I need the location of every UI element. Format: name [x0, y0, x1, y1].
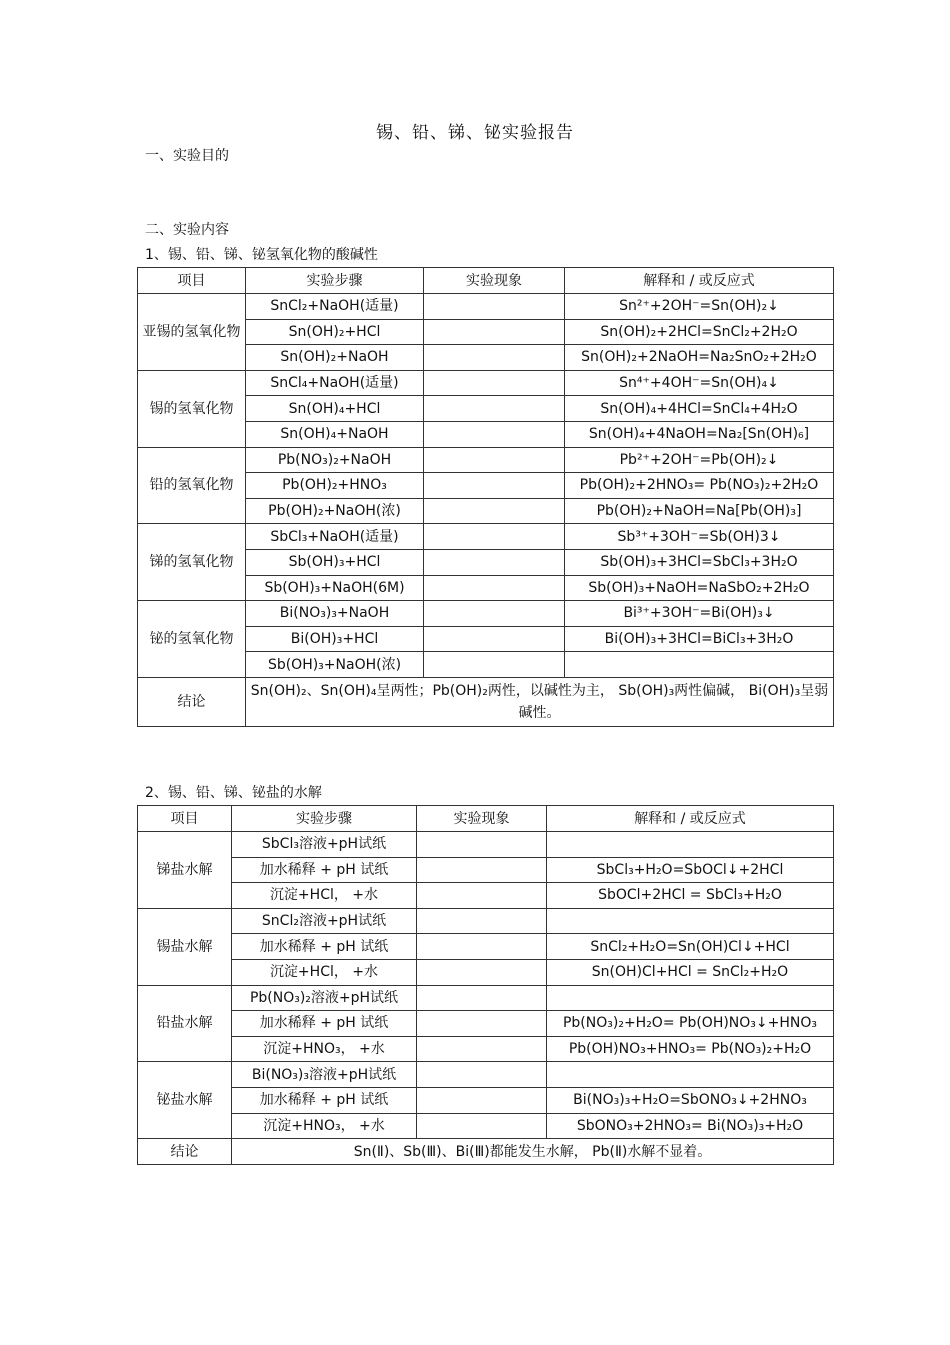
- step-cell: Bi(NO₃)₃溶液+pH试纸: [232, 1062, 417, 1088]
- table-row: [138, 1113, 834, 1139]
- step-cell: Bi(OH)₃+HCl: [246, 626, 424, 652]
- page-title: 锡、铅、锑、铋实验报告: [376, 123, 574, 143]
- header-observation: 实验现象: [417, 806, 547, 832]
- item-cell: 锑的氢氧化物: [138, 524, 246, 601]
- observation-cell: [417, 934, 547, 960]
- observation-cell: [417, 985, 547, 1011]
- equation-cell: Pb(OH)₂+2HNO₃= Pb(NO₃)₂+2H₂O: [565, 473, 834, 499]
- equation-cell: Sn(OH)Cl+HCl = SnCl₂+H₂O: [547, 959, 834, 985]
- observation-cell: [417, 1113, 547, 1139]
- item-cell: 亚锡的氢氧化物: [138, 294, 246, 371]
- item-cell: 铋盐水解: [138, 1062, 232, 1139]
- item-cell: 锡盐水解: [138, 908, 232, 985]
- equation-cell: Sn(OH)₂+2HCl=SnCl₂+2H₂O: [565, 319, 834, 345]
- table-header-row: [138, 268, 834, 294]
- conclusion-label: 结论: [138, 677, 246, 726]
- conclusion-text: Sn(Ⅱ)、Sb(Ⅲ)、Bi(Ⅲ)都能发生水解， Pb(Ⅱ)水解不显着。: [232, 1139, 834, 1165]
- observation-cell: [424, 498, 565, 524]
- observation-cell: [417, 1087, 547, 1113]
- header-item: 项目: [138, 268, 246, 294]
- observation-cell: [417, 1062, 547, 1088]
- step-cell: Sn(OH)₂+NaOH: [246, 345, 424, 371]
- step-cell: Sb(OH)₃+NaOH(浓): [246, 652, 424, 678]
- conclusion-text: Sn(OH)₂、Sn(OH)₄呈两性；Pb(OH)₂两性，以碱性为主， Sb(OH)₃两性偏碱， Bi(OH)₃呈弱碱性。: [246, 677, 834, 726]
- equation-cell: [547, 832, 834, 858]
- equation-cell: Sn²⁺+2OH⁻=Sn(OH)₂↓: [565, 294, 834, 320]
- equation-cell: Pb(OH)NO₃+HNO₃= Pb(NO₃)₂+H₂O: [547, 1036, 834, 1062]
- observation-cell: [417, 832, 547, 858]
- step-cell: SbCl₃溶液+pH试纸: [232, 832, 417, 858]
- step-cell: SnCl₂溶液+pH试纸: [232, 908, 417, 934]
- equation-cell: Bi³⁺+3OH⁻=Bi(OH)₃↓: [565, 601, 834, 627]
- equation-cell: SnCl₂+H₂O=Sn(OH)Cl↓+HCl: [547, 934, 834, 960]
- table-row: [138, 601, 834, 627]
- step-cell: Pb(OH)₂+HNO₃: [246, 473, 424, 499]
- equation-cell: Sb³⁺+3OH⁻=Sb(OH)3↓: [565, 524, 834, 550]
- step-cell: SnCl₂+NaOH(适量): [246, 294, 424, 320]
- observation-cell: [417, 883, 547, 909]
- section-purpose-heading: 一、实验目的: [145, 148, 229, 164]
- equation-cell: SbOCl+2HCl = SbCl₃+H₂O: [547, 883, 834, 909]
- observation-cell: [424, 473, 565, 499]
- conclusion-row: [138, 677, 834, 726]
- step-cell: Sn(OH)₄+NaOH: [246, 421, 424, 447]
- hydrolysis-table: [137, 805, 834, 1165]
- header-observation: 实验现象: [424, 268, 565, 294]
- table-row: [138, 832, 834, 858]
- item-cell: 铅的氢氧化物: [138, 447, 246, 524]
- equation-cell: [547, 985, 834, 1011]
- equation-cell: [547, 1062, 834, 1088]
- step-cell: Pb(NO₃)₂溶液+pH试纸: [232, 985, 417, 1011]
- header-explanation: 解释和 / 或反应式: [547, 806, 834, 832]
- equation-cell: Sb(OH)₃+NaOH=NaSbO₂+2H₂O: [565, 575, 834, 601]
- observation-cell: [417, 857, 547, 883]
- observation-cell: [424, 319, 565, 345]
- step-cell: Sb(OH)₃+HCl: [246, 549, 424, 575]
- section-content-heading: 二、实验内容: [145, 222, 229, 238]
- conclusion-label: 结论: [138, 1139, 232, 1165]
- observation-cell: [417, 1011, 547, 1037]
- step-cell: 加水稀释 + pH 试纸: [232, 857, 417, 883]
- observation-cell: [417, 908, 547, 934]
- step-cell: Pb(OH)₂+NaOH(浓): [246, 498, 424, 524]
- observation-cell: [417, 1036, 547, 1062]
- step-cell: Pb(NO₃)₂+NaOH: [246, 447, 424, 473]
- table-row: [138, 985, 834, 1011]
- equation-cell: Pb(NO₃)₂+H₂O= Pb(OH)NO₃↓+HNO₃: [547, 1011, 834, 1037]
- observation-cell: [424, 396, 565, 422]
- table-row: [138, 524, 834, 550]
- table-row: [138, 857, 834, 883]
- observation-cell: [424, 294, 565, 320]
- table-row: [138, 447, 834, 473]
- item-cell: 铅盐水解: [138, 985, 232, 1062]
- step-cell: 沉淀+HCl， +水: [232, 883, 417, 909]
- step-cell: Sb(OH)₃+NaOH(6M): [246, 575, 424, 601]
- table-row: [138, 1087, 834, 1113]
- item-cell: 锑盐水解: [138, 832, 232, 909]
- header-explanation: 解释和 / 或反应式: [565, 268, 834, 294]
- equation-cell: Sn(OH)₄+4NaOH=Na₂[Sn(OH)₆]: [565, 421, 834, 447]
- observation-cell: [424, 652, 565, 678]
- equation-cell: [565, 652, 834, 678]
- observation-cell: [424, 575, 565, 601]
- equation-cell: Pb(OH)₂+NaOH=Na[Pb(OH)₃]: [565, 498, 834, 524]
- table-row: [138, 883, 834, 909]
- step-cell: 加水稀释 + pH 试纸: [232, 1087, 417, 1113]
- observation-cell: [417, 959, 547, 985]
- header-step: 实验步骤: [232, 806, 417, 832]
- table-row: [138, 934, 834, 960]
- part2-heading: 2、锡、铅、锑、铋盐的水解: [145, 785, 322, 801]
- table-row: [138, 294, 834, 320]
- step-cell: Bi(NO₃)₃+NaOH: [246, 601, 424, 627]
- observation-cell: [424, 626, 565, 652]
- equation-cell: Sn(OH)₂+2NaOH=Na₂SnO₂+2H₂O: [565, 345, 834, 371]
- observation-cell: [424, 370, 565, 396]
- table-row: [138, 1036, 834, 1062]
- step-cell: 沉淀+HNO₃， +水: [232, 1036, 417, 1062]
- observation-cell: [424, 345, 565, 371]
- equation-cell: SbONO₃+2HNO₃= Bi(NO₃)₃+H₂O: [547, 1113, 834, 1139]
- step-cell: Sn(OH)₄+HCl: [246, 396, 424, 422]
- table-row: [138, 959, 834, 985]
- step-cell: 加水稀释 + pH 试纸: [232, 1011, 417, 1037]
- hydroxide-table: [137, 267, 834, 727]
- header-item: 项目: [138, 806, 232, 832]
- item-cell: 锡的氢氧化物: [138, 370, 246, 447]
- step-cell: Sn(OH)₂+HCl: [246, 319, 424, 345]
- step-cell: 沉淀+HNO₃， +水: [232, 1113, 417, 1139]
- equation-cell: Bi(NO₃)₃+H₂O=SbONO₃↓+2HNO₃: [547, 1087, 834, 1113]
- equation-cell: Bi(OH)₃+3HCl=BiCl₃+3H₂O: [565, 626, 834, 652]
- observation-cell: [424, 421, 565, 447]
- part1-heading: 1、锡、铅、锑、铋氢氧化物的酸碱性: [145, 247, 378, 263]
- step-cell: SbCl₃+NaOH(适量): [246, 524, 424, 550]
- item-cell: 铋的氢氧化物: [138, 601, 246, 678]
- equation-cell: Pb²⁺+2OH⁻=Pb(OH)₂↓: [565, 447, 834, 473]
- step-cell: 沉淀+HCl， +水: [232, 959, 417, 985]
- table-row: [138, 1011, 834, 1037]
- equation-cell: [547, 908, 834, 934]
- step-cell: 加水稀释 + pH 试纸: [232, 934, 417, 960]
- header-step: 实验步骤: [246, 268, 424, 294]
- table-row: [138, 370, 834, 396]
- table-row: [138, 1062, 834, 1088]
- observation-cell: [424, 549, 565, 575]
- step-cell: SnCl₄+NaOH(适量): [246, 370, 424, 396]
- equation-cell: Sb(OH)₃+3HCl=SbCl₃+3H₂O: [565, 549, 834, 575]
- conclusion-row: [138, 1139, 834, 1165]
- observation-cell: [424, 601, 565, 627]
- equation-cell: Sn(OH)₄+4HCl=SnCl₄+4H₂O: [565, 396, 834, 422]
- observation-cell: [424, 524, 565, 550]
- table-header-row: [138, 806, 834, 832]
- observation-cell: [424, 447, 565, 473]
- equation-cell: SbCl₃+H₂O=SbOCl↓+2HCl: [547, 857, 834, 883]
- equation-cell: Sn⁴⁺+4OH⁻=Sn(OH)₄↓: [565, 370, 834, 396]
- table-row: [138, 908, 834, 934]
